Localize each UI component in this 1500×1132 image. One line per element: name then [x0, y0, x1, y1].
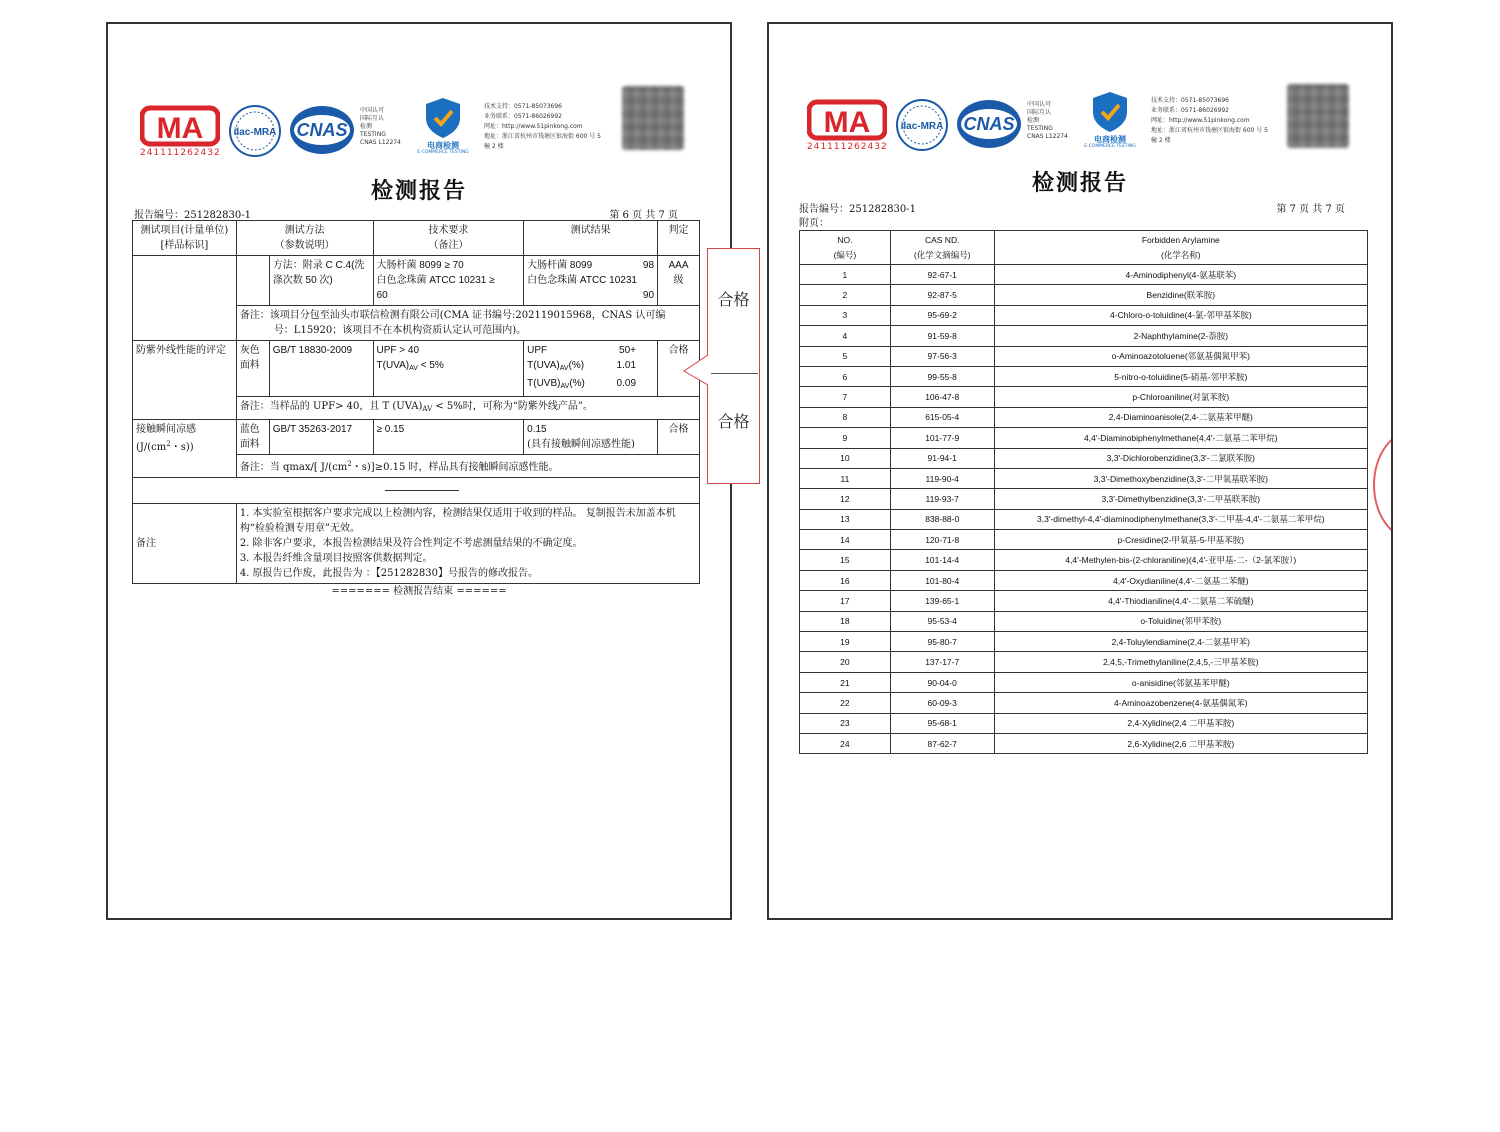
divider	[385, 490, 459, 491]
result-line	[527, 376, 654, 394]
remark-item: 4. 原报告已作废，此报告为 ：【251282830】号报告的修改报告。	[239, 568, 538, 579]
remarks-label-cell	[133, 504, 237, 584]
cma-mark-icon	[807, 96, 887, 144]
header-judgement	[658, 221, 700, 256]
test-results-table	[132, 220, 700, 584]
result-value: 1.01	[616, 360, 637, 371]
cnas-caption-line: TESTING	[360, 131, 386, 138]
row-number: 4	[800, 326, 891, 346]
item-text: 防紫外线性能的评定	[136, 345, 226, 356]
result-cell	[524, 256, 658, 306]
contact-line: 幢 2 楼	[484, 143, 504, 150]
result-value: 98	[642, 260, 655, 271]
item-cell	[133, 256, 237, 341]
cma-mark-icon	[140, 102, 220, 150]
table-row	[800, 530, 1368, 550]
remarks-row	[133, 504, 700, 584]
chemical-name: 4-Aminoazobenzene(4-氨基偶氮苯)	[994, 693, 1367, 713]
table-row	[800, 285, 1368, 305]
cnas-caption-line: 国际互认	[360, 115, 385, 122]
cnas-caption-line: 检测	[360, 123, 373, 130]
qr-code-icon	[1287, 84, 1349, 148]
chemical-name: 3,3'-Dichlorobenzidine(3,3'-二氯联苯胺)	[994, 448, 1367, 468]
remarks-label: 备注	[136, 538, 156, 549]
sample-cell	[236, 256, 269, 306]
chemical-name: 4,4'-Thiodianiline(4,4'-二氨基二苯硫醚)	[994, 591, 1367, 611]
table-row	[800, 713, 1368, 733]
cma-number: 241111262432	[140, 148, 221, 158]
ecommerce-sub: E-COMMERCE TESTING	[417, 150, 469, 155]
result-text: (具有接触瞬间凉感性能)	[527, 439, 635, 450]
verdict-callout	[707, 248, 760, 484]
chemical-name: 2,4-Diaminoanisole(2,4-二氨基苯甲醚)	[994, 407, 1367, 427]
cnas-logo	[955, 96, 1023, 152]
cas-number: 91-94-1	[890, 448, 994, 468]
shield-check-icon	[408, 94, 478, 140]
blank-row	[133, 478, 700, 504]
judgement-cell	[658, 256, 700, 306]
result-label: (%)	[569, 378, 585, 389]
note-superscript: 2	[347, 460, 352, 468]
cnas-text: CNAS	[296, 120, 348, 140]
result-line	[527, 358, 654, 376]
row-number: 21	[800, 672, 891, 692]
contact-info	[1151, 96, 1291, 146]
result-value: 50+	[619, 345, 637, 356]
cas-number: 97-56-3	[890, 346, 994, 366]
ecommerce-label: 电商检测	[427, 141, 459, 150]
requirement-line: 白色念珠菌 ATCC 10231 ≥	[376, 275, 495, 286]
cnas-caption-line: 检测	[1027, 117, 1040, 124]
header-text: Forbidden Arylamine	[1141, 234, 1220, 245]
cas-number: 91-59-8	[890, 326, 994, 346]
row-number: 23	[800, 713, 891, 733]
judgement-text: AAA	[668, 260, 689, 271]
note-subscript: AV	[422, 405, 433, 413]
chemical-name: 3,3'-dimethyl-4,4'-diaminodiphenylmethane(3,3'-二甲基-4,4'-二氨基二苯甲烷)	[994, 509, 1367, 529]
table-header-row	[133, 221, 700, 256]
report-page-6	[106, 22, 732, 920]
table-row	[800, 570, 1368, 590]
chemical-name: 2,4-Xylidine(2,4 二甲基苯胺)	[994, 713, 1367, 733]
note-text: 备注：当 qmax/[ J/(cm	[239, 462, 348, 473]
result-subscript: AV	[559, 365, 569, 372]
row-number: 24	[800, 733, 891, 753]
table-row	[800, 428, 1368, 448]
remark-item: 1. 本实验室根据客户要求完成以上检测内容，检测结果仅适用于收到的样品。 复制报告未加盖本机构“检验检测专用章”无效。	[239, 508, 676, 534]
cas-number: 838-88-0	[890, 509, 994, 529]
header-no	[800, 231, 891, 265]
row-number: 2	[800, 285, 891, 305]
callout-verdict-bottom: 合格	[717, 412, 750, 431]
ecommerce-sub: E-COMMERCE TESTING	[1084, 144, 1136, 149]
header-text: CAS ND.	[924, 234, 960, 245]
table-row	[800, 265, 1368, 285]
note-text: 备注：当样品的 UPF> 40，且 T (UVA)	[239, 401, 423, 412]
requirement-line: 大肠杆菌 8099 ≥ 70	[376, 260, 464, 271]
cas-number: 106-47-8	[890, 387, 994, 407]
sample-text: 面料	[239, 439, 260, 450]
cas-number: 101-77-9	[890, 428, 994, 448]
contact-line: 业务联系：0571-86026992	[484, 113, 562, 120]
cnas-text: CNAS	[963, 114, 1015, 134]
chemical-name: o-anisidine(邻氨基苯甲醚)	[994, 672, 1367, 692]
report-end-line: ======= 检测报告结束 ======	[331, 586, 507, 597]
chemical-name: 4-Aminodiphenyl(4-氨基联苯)	[994, 265, 1367, 285]
table-row	[800, 611, 1368, 631]
judgement-cell	[658, 420, 700, 455]
cas-number: 139-65-1	[890, 591, 994, 611]
remark-item: 3. 本报告纤维含量项目按照客供数据判定。	[239, 553, 433, 564]
chemical-name: 2,4-Toluylendiamine(2,4-二氨基甲苯)	[994, 632, 1367, 652]
header-text: 测试方法	[284, 225, 325, 236]
result-value: 0.09	[616, 378, 637, 389]
result-line	[527, 343, 654, 358]
header-text: 测试结果	[570, 225, 611, 236]
contact-line: 网址：http://www.51pinkong.com	[1151, 117, 1250, 124]
method-cell	[269, 420, 373, 455]
cas-number: 60-09-3	[890, 693, 994, 713]
row-number: 15	[800, 550, 891, 570]
result-label: UPF	[527, 345, 548, 356]
remark-item: 2. 除非客户要求，本报告检测结果及符合性判定不考虑测量结果的不确定度。	[239, 538, 583, 549]
requirement-cell	[373, 420, 524, 455]
report-title: 检测报告	[370, 178, 467, 204]
result-subscript: AV	[560, 383, 570, 390]
header-cas	[890, 231, 994, 265]
cma-mark-text: MA	[156, 112, 204, 145]
cas-number: 92-87-5	[890, 285, 994, 305]
callout-divider	[711, 373, 758, 374]
row-number: 17	[800, 591, 891, 611]
result-value: 90	[642, 290, 655, 301]
result-label: 白色念珠菌 ATCC 10231	[527, 275, 637, 286]
row-number: 8	[800, 407, 891, 427]
table-row	[800, 326, 1368, 346]
callout-pointer-icon	[683, 355, 709, 385]
row-number: 11	[800, 468, 891, 488]
header-text: 测试项目(计量单位)	[140, 225, 229, 236]
page-indicator: 第 6 页 共 7 页	[609, 210, 678, 221]
row-number: 7	[800, 387, 891, 407]
method-cell	[269, 256, 373, 306]
sample-cell	[236, 420, 269, 455]
result-cell	[524, 420, 658, 455]
method-line: 涤次数 50 次)	[272, 275, 333, 286]
header-test-item	[133, 221, 237, 256]
judgement-text: 合格	[668, 345, 689, 356]
cas-number: 92-67-1	[890, 265, 994, 285]
row-number: 6	[800, 366, 891, 386]
chemical-name: o-Toluidine(邻甲苯胺)	[994, 611, 1367, 631]
table-row	[800, 693, 1368, 713]
table-row	[800, 468, 1368, 488]
cma-mark-text: MA	[823, 106, 871, 139]
cnas-caption-line: CNAS L12274	[1027, 133, 1068, 140]
cas-number: 95-69-2	[890, 305, 994, 325]
cnas-caption-line: CNAS L12274	[360, 139, 401, 146]
table-row	[800, 305, 1368, 325]
header-text: (化学文摘编号)	[913, 249, 971, 260]
cma-number: 241111262432	[807, 142, 888, 152]
result-label: 大肠杆菌 8099	[527, 260, 593, 271]
table-row	[800, 366, 1368, 386]
result-line	[527, 258, 654, 273]
ilac-mra-logo	[895, 98, 949, 152]
cas-number: 101-14-4	[890, 550, 994, 570]
contact-line: 业务联系：0571-86026992	[1151, 107, 1229, 114]
ilac-text: ilac-MRA	[900, 121, 944, 132]
req-text: < 5%	[417, 360, 444, 371]
callout-verdict-top: 合格	[717, 290, 750, 309]
sample-cell	[236, 341, 269, 397]
requirement-line	[377, 358, 521, 376]
ilac-globe-icon	[228, 104, 282, 158]
result-label: T(UVA)	[527, 360, 560, 371]
contact-line: 幢 2 楼	[1151, 137, 1171, 144]
note-text: < 5%时，可称为“防紫外线产品”。	[432, 401, 593, 412]
cnas-caption-line: 中国认可	[360, 107, 385, 114]
method-text: GB/T 18830-2009	[272, 345, 353, 356]
table-row	[133, 256, 700, 306]
chemical-name: 4-Chloro-o-toluidine(4-氯-邻甲基苯胺)	[994, 305, 1367, 325]
header-name	[994, 231, 1367, 265]
header-text: （参数说明）	[274, 240, 335, 251]
sample-text: 蓝色	[239, 424, 260, 435]
requirement-text: ≥ 0.15	[376, 424, 405, 435]
contact-line: 网址：http://www.51pinkong.com	[484, 123, 583, 130]
table-row	[800, 591, 1368, 611]
table-row	[800, 387, 1368, 407]
cnas-logo	[288, 102, 356, 158]
header-requirement	[373, 221, 524, 256]
cas-number: 119-90-4	[890, 468, 994, 488]
item-text: (J/(cm	[136, 442, 167, 453]
table-row	[800, 550, 1368, 570]
note-text: 号：L15920；该项目不在本机构资质认定认可范围内)。	[273, 325, 527, 336]
result-cell	[524, 341, 658, 397]
method-cell	[269, 341, 373, 397]
note-text: 备注：该项目分包至汕头市联信检测有限公司(CMA 证书编号:202119015968，CNAS 认可编	[239, 310, 666, 321]
cas-number: 90-04-0	[890, 672, 994, 692]
cnas-caption-line: 国际互认	[1027, 109, 1052, 116]
method-line: 方法：附录 C C.4(洗	[272, 260, 365, 271]
contact-line: 技术支持：0571-85073696	[1151, 97, 1229, 104]
chemical-name: 3,3'-Dimethoxybenzidine(3,3'-二甲氧基联苯胺)	[994, 468, 1367, 488]
header-test-method	[236, 221, 373, 256]
header-text: NO.	[837, 234, 853, 245]
table-row	[800, 407, 1368, 427]
item-text: 接触瞬间凉感	[136, 424, 196, 435]
cas-number: 95-53-4	[890, 611, 994, 631]
header-text: （备注）	[428, 240, 469, 251]
header-text: (化学名称)	[1160, 249, 1201, 260]
cnas-caption	[360, 107, 412, 147]
requirement-line: 60	[376, 290, 388, 301]
judgement-text: 级	[673, 275, 684, 286]
table-row	[800, 346, 1368, 366]
cas-number: 95-68-1	[890, 713, 994, 733]
chemical-name: 2,6-Xylidine(2,6 二甲基苯胺)	[994, 733, 1367, 753]
result-label: (%)	[568, 360, 585, 371]
chemical-name: p-Cresidine(2-甲氧基-5-甲基苯胺)	[994, 530, 1367, 550]
cas-number: 119-93-7	[890, 489, 994, 509]
note-cell	[236, 306, 699, 341]
row-number: 22	[800, 693, 891, 713]
chemical-name: 4,4'-Diaminobiphenylmethane(4,4'-二氨基二苯甲烷)	[994, 428, 1367, 448]
req-text: T(UVA)	[376, 360, 410, 371]
ecommerce-testing-logo	[408, 94, 478, 158]
row-number: 14	[800, 530, 891, 550]
table-row	[133, 420, 700, 455]
table-row	[800, 448, 1368, 468]
table-row	[133, 341, 700, 397]
cas-number: 137-17-7	[890, 652, 994, 672]
table-row	[800, 632, 1368, 652]
header-logos	[769, 24, 1391, 174]
ecommerce-label: 电商检测	[1094, 135, 1126, 144]
sample-text: 面料	[239, 360, 260, 371]
chemical-name: 2-Naphthylamine(2-萘胺)	[994, 326, 1367, 346]
chemical-name: 5-nitro-o-toluidine(5-硝基-邻甲苯胺)	[994, 366, 1367, 386]
item-cell	[133, 341, 237, 420]
cnas-mark-icon	[955, 96, 1023, 152]
report-title: 检测报告	[1031, 170, 1128, 196]
table-row	[800, 489, 1368, 509]
row-number: 1	[800, 265, 891, 285]
requirement-cell	[373, 341, 524, 397]
report-number: 报告编号：251282830-1	[134, 210, 252, 221]
table-header-row	[800, 231, 1368, 265]
item-cell	[133, 420, 237, 478]
chemical-name: Benzidine(联苯胺)	[994, 285, 1367, 305]
requirement-cell	[373, 256, 524, 306]
cnas-caption-line: 中国认可	[1027, 101, 1052, 108]
contact-info	[484, 102, 624, 152]
cnas-caption-line: TESTING	[1027, 125, 1053, 132]
chemical-name: 4,4'-Methylen-bis-(2-chloraniline)(4,4'-亚甲基-二-（2-氯苯胺）)	[994, 550, 1367, 570]
ecommerce-testing-logo	[1075, 88, 1145, 152]
item-text: ・s))	[170, 442, 194, 453]
report-number: 报告编号：251282830-1	[799, 204, 917, 215]
cas-number: 99-55-8	[890, 366, 994, 386]
row-number: 9	[800, 428, 891, 448]
header-text: (编号)	[833, 249, 857, 260]
note-cell	[236, 397, 699, 420]
remarks-cell	[236, 504, 699, 584]
table-row	[800, 733, 1368, 753]
table-row	[800, 672, 1368, 692]
header-logos	[108, 24, 730, 174]
cas-number: 120-71-8	[890, 530, 994, 550]
row-number: 13	[800, 509, 891, 529]
row-number: 19	[800, 632, 891, 652]
qr-code-icon	[622, 86, 684, 150]
ilac-text: ilac-MRA	[233, 127, 277, 138]
row-number: 5	[800, 346, 891, 366]
item-superscript: 2	[166, 440, 171, 448]
ilac-globe-icon	[895, 98, 949, 152]
header-text: 技术要求	[428, 225, 469, 236]
forbidden-arylamine-table	[799, 230, 1368, 754]
shield-check-icon	[1075, 88, 1145, 134]
sample-text: 灰色	[239, 345, 260, 356]
contact-line: 地址：浙江省杭州市钱塘区银海街 600 号 5	[484, 133, 601, 140]
header-text: 判定	[668, 225, 689, 236]
report-page-7	[767, 22, 1393, 920]
chemical-name: 4,4'-Oxydianiline(4,4'-二氨基二苯醚)	[994, 570, 1367, 590]
seal-stamp	[1373, 430, 1393, 540]
table-row	[800, 652, 1368, 672]
method-text: GB/T 35263-2017	[272, 424, 353, 435]
req-subscript: AV	[409, 365, 418, 372]
header-result	[524, 221, 658, 256]
table-row	[800, 509, 1368, 529]
cas-number: 95-80-7	[890, 632, 994, 652]
cas-number: 101-80-4	[890, 570, 994, 590]
result-value: 0.15	[527, 424, 547, 435]
row-number: 12	[800, 489, 891, 509]
page-indicator: 第 7 页 共 7 页	[1276, 204, 1345, 215]
appendix-label: 附页：	[799, 218, 829, 229]
row-number: 3	[800, 305, 891, 325]
chemical-name: 2,4,5,-Trimethylaniline(2,4,5,-三甲基苯胺)	[994, 652, 1367, 672]
cma-logo	[140, 102, 220, 172]
item-unit	[136, 437, 233, 455]
row-number: 18	[800, 611, 891, 631]
table-body	[800, 265, 1368, 754]
row-number: 16	[800, 570, 891, 590]
cnas-mark-icon	[288, 102, 356, 158]
contact-line: 地址：浙江省杭州市钱塘区银海街 600 号 5	[1151, 127, 1268, 134]
cnas-caption	[1027, 101, 1079, 141]
ilac-mra-logo	[228, 104, 282, 158]
row-number: 10	[800, 448, 891, 468]
cma-logo	[807, 96, 887, 166]
header-text: [样品标识]	[160, 240, 209, 251]
cas-number: 87-62-7	[890, 733, 994, 753]
blank-cell	[133, 478, 700, 504]
chemical-name: o-Aminoazotoluene(邻氨基偶氮甲苯)	[994, 346, 1367, 366]
requirement-line: UPF > 40	[376, 345, 420, 356]
chemical-name: p-Chloroaniline(对氯苯胺)	[994, 387, 1367, 407]
note-text: ・s)]≥0.15 时，样品具有接触瞬间凉感性能。	[351, 462, 559, 473]
result-label: T(UVB)	[527, 378, 561, 389]
chemical-name: 3,3'-Dimethylbenzidine(3,3'-二甲基联苯胺)	[994, 489, 1367, 509]
row-number: 20	[800, 652, 891, 672]
note-cell	[236, 455, 699, 478]
contact-line: 技术支持：0571-85073696	[484, 103, 562, 110]
cas-number: 615-05-4	[890, 407, 994, 427]
judgement-text: 合格	[668, 424, 689, 435]
